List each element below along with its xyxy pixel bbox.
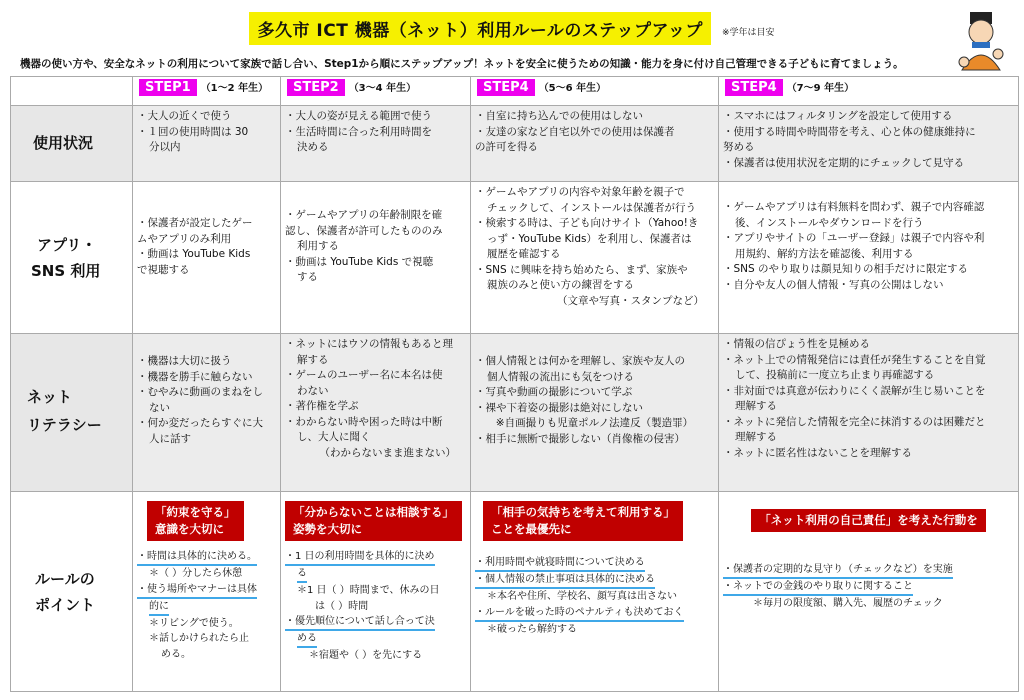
cell-line: チェックして、インストールは保護者が行う bbox=[487, 201, 696, 214]
cell-points-step4 bbox=[719, 492, 1019, 692]
cell-line: （文章や写真・スタンプなど） bbox=[557, 294, 704, 307]
step-pill: STEP2 bbox=[287, 79, 345, 96]
cell-line: ・SNS のやり取りは顔見知りの相手だけに限定する bbox=[723, 263, 969, 275]
cell-line: 解する bbox=[297, 353, 329, 366]
cell-line: ・機器を勝手に触らない bbox=[137, 370, 253, 383]
cell-line: ・ネットにはウソの情報もあると理 bbox=[285, 338, 453, 350]
cell-line: る bbox=[297, 566, 307, 583]
cell-points-step3 bbox=[471, 492, 719, 692]
cell-line: ・保護者が設定したゲー bbox=[137, 217, 253, 229]
cell-apps-step3 bbox=[471, 182, 719, 334]
cell-line: ＊毎月の限度額、購入先、履歴のチェック bbox=[753, 598, 943, 609]
point-heading bbox=[285, 501, 462, 541]
cell-line: ＊話しかけられたら止 bbox=[149, 633, 249, 644]
cell-line: ・生活時間に合った利用時間を bbox=[285, 125, 432, 138]
row-label-text: アプリ・ bbox=[37, 236, 97, 254]
row-label-text: 使用状況 bbox=[33, 134, 94, 152]
heading-line: 「約束を守る」 bbox=[155, 505, 236, 519]
cell-line: ・ゲームやアプリの年齢制限を確 bbox=[285, 209, 443, 221]
row-label-text: SNS 利用 bbox=[31, 262, 101, 280]
row-points bbox=[11, 492, 1019, 692]
cell-line: ・1 日の利用時間を具体的に決め bbox=[285, 549, 435, 566]
cell-line: ・著作権を学ぶ bbox=[285, 400, 359, 412]
cell-line: ・保護者の定期的な見守り（チェックなど）を実施 bbox=[723, 562, 953, 579]
cell-line: 認し、保護者が許可したもののみ bbox=[285, 224, 443, 237]
cell-line: 用規約、解約方法を確認後、利用する bbox=[735, 247, 914, 260]
cell-line: 個人情報の流出にも気をつける bbox=[487, 370, 634, 383]
cell-line: ・ネットでの金銭のやり取りに関すること bbox=[723, 579, 913, 596]
header-step-3 bbox=[471, 77, 719, 106]
cell-line: （わからないまま進まない） bbox=[319, 446, 456, 459]
header-step-1 bbox=[133, 77, 281, 106]
cell-line: ・大人の姿が見える範囲で使う bbox=[285, 110, 432, 122]
point-heading bbox=[147, 501, 244, 541]
cell-line: ・ゲームやアプリは有料無料を問わず、親子で内容確認 bbox=[723, 201, 985, 213]
row-label-usage bbox=[11, 106, 133, 182]
header-step-2 bbox=[281, 77, 471, 106]
cell-line: 親族のみと使い方の練習をする bbox=[487, 279, 634, 291]
cell-points-step1 bbox=[133, 492, 281, 692]
title-area bbox=[0, 12, 1024, 45]
cell-line: ・大人の近くで使う bbox=[137, 110, 232, 122]
heading-line: ことを最優先に bbox=[491, 522, 572, 536]
step-pill: STEP4 bbox=[477, 79, 535, 96]
cell-line: ・むやみに動画のまねをし bbox=[137, 386, 263, 398]
point-heading bbox=[483, 501, 683, 541]
cell-line: 理解する bbox=[735, 431, 777, 443]
page-subtitle: 機器の使い方や、安全なネットの利用について家族で話し合い、Step1から順にステップアップ！ネットを安全に使うための知識・能力を身に付け自己管理できる子どもに育てましょう。 bbox=[20, 58, 904, 70]
cell-line: の許可を得る bbox=[475, 141, 538, 153]
cell-line: ・ゲームのユーザー名に本名は使 bbox=[285, 369, 443, 381]
cell-line: ・アプリやサイトの「ユーザー登録」は親子で内容や利 bbox=[723, 232, 985, 244]
cell-apps-step2 bbox=[281, 182, 471, 334]
cell-line: ・個人情報とは何かを理解し、家族や友人の bbox=[475, 355, 685, 367]
cell-line: ＊本名や住所、学校名、顔写真は出さない bbox=[487, 591, 677, 602]
step-grade: （1～2 年生） bbox=[200, 83, 269, 94]
cell-line: ・何か変だったらすぐに大 bbox=[137, 417, 263, 429]
cell-line: ※自画撮りも児童ポルノ法違反（製造罪） bbox=[495, 417, 694, 429]
cell-line: ・わからない時や困った時は中断 bbox=[285, 415, 443, 428]
step-grade: （3～4 年生） bbox=[348, 83, 417, 94]
cell-line: ・非対面では真意が伝わりにくく誤解が生じ易いことを bbox=[723, 384, 986, 397]
cell-line: ＊1 日（ ）時間まで、休みの日 bbox=[297, 585, 440, 596]
cell-line: ・使用する時間や時間帯を考え、心と体の健康維持に bbox=[723, 125, 976, 138]
cell-line: める。 bbox=[161, 648, 191, 660]
cell-line: ムやアプリのみ利用 bbox=[137, 232, 232, 245]
cell-line: ・相手に無断で撮影しない（肖像権の侵害） bbox=[475, 432, 685, 445]
cell-points-step2 bbox=[281, 492, 471, 692]
cell-literacy-step1 bbox=[133, 334, 281, 492]
cell-line: で視聴する bbox=[137, 263, 190, 276]
row-label-points bbox=[11, 492, 133, 692]
point-heading bbox=[751, 509, 986, 532]
cell-line: 理解する bbox=[735, 400, 777, 412]
cell-line: ・利用時間や就寝時間について決める bbox=[475, 555, 645, 572]
cell-line: は（ ）時間 bbox=[315, 600, 369, 612]
cell-line: ・ネット上での情報発信には責任が発生することを自覚 bbox=[723, 353, 986, 366]
cell-line: ・動画は YouTube Kids bbox=[137, 248, 251, 260]
cell-line: ・個人情報の禁止事項は具体的に決める bbox=[475, 572, 655, 589]
cell-line: 努める bbox=[723, 141, 755, 153]
cell-line: ＊（ ）分したら休憩 bbox=[149, 568, 243, 579]
cell-line: ・ネットに発信した情報を完全に抹消するのは困難だと bbox=[723, 415, 986, 428]
cell-apps-step4 bbox=[719, 182, 1019, 334]
step-pill: STEP1 bbox=[139, 79, 197, 96]
cell-line: ・優先順位について話し合って決 bbox=[285, 614, 435, 631]
cell-line: ・情報の信ぴょう性を見極める bbox=[723, 338, 870, 350]
row-label-text: ネット bbox=[27, 388, 73, 406]
cell-line: ・１回の使用時間は 30 bbox=[137, 125, 249, 138]
cell-line: 分以内 bbox=[149, 141, 181, 153]
cell-line: ＊宿題や（ ）を先にする bbox=[309, 650, 423, 661]
cell-line: ・友達の家など自宅以外での使用は保護者 bbox=[475, 125, 675, 138]
header-step-4 bbox=[719, 77, 1019, 106]
cell-line: っず・YouTube Kids）を利用し、保護者は bbox=[487, 232, 692, 245]
cell-literacy-step2 bbox=[281, 334, 471, 492]
cell-line: ・裸や下着姿の撮影は絶対にしない bbox=[475, 401, 643, 414]
step-pill: STEP4 bbox=[725, 79, 783, 96]
cell-line: ・写真や動画の撮影について学ぶ bbox=[475, 386, 633, 398]
cell-line: 的に bbox=[149, 599, 169, 616]
row-literacy bbox=[11, 334, 1019, 492]
cell-line: わない bbox=[297, 384, 329, 397]
cell-line: ・ネットに匿名性はないことを理解する bbox=[723, 446, 912, 459]
mascot-figure-top bbox=[952, 10, 1010, 76]
cell-line: 決める bbox=[297, 141, 329, 153]
cell-usage-step4 bbox=[719, 106, 1019, 182]
cell-usage-step3 bbox=[471, 106, 719, 182]
page-title: 多久市 ICT 機器（ネット）利用ルールのステップアップ bbox=[249, 12, 710, 45]
cell-line: 人に話す bbox=[149, 432, 191, 445]
cell-line: ＊破ったら解約する bbox=[487, 623, 577, 635]
heading-line: 「相手の気持ちを考えて利用する」 bbox=[491, 505, 675, 519]
cell-line: ・自分や友人の個人情報・写真の公開はしない bbox=[723, 278, 944, 291]
cell-line: ない bbox=[149, 401, 170, 414]
cell-line: ・ゲームやアプリの内容や対象年齢を親子で bbox=[475, 186, 685, 198]
heading-line: 「ネット利用の自己責任」を考えた行動を bbox=[759, 513, 978, 527]
rules-table bbox=[10, 76, 1019, 692]
cell-line: ・動画は YouTube Kids で視聴 bbox=[285, 255, 434, 268]
cell-line: 後、インストールやダウンロードを行う bbox=[735, 216, 924, 229]
row-apps bbox=[11, 182, 1019, 334]
header-blank bbox=[11, 77, 133, 106]
cell-usage-step2 bbox=[281, 106, 471, 182]
row-label-text: ルールの bbox=[35, 570, 95, 588]
cell-line: 履歴を確認する bbox=[487, 248, 561, 260]
cell-line: ・保護者は使用状況を定期的にチェックして見守る bbox=[723, 156, 965, 169]
cell-apps-step1 bbox=[133, 182, 281, 334]
row-label-text: ポイント bbox=[35, 596, 96, 614]
cell-line: ＊リビングで使う。 bbox=[149, 617, 239, 629]
header-row bbox=[11, 77, 1019, 106]
cell-line: ・時間は具体的に決める。 bbox=[137, 549, 257, 566]
cell-line: ・ルールを破った時のペナルティも決めておく bbox=[475, 605, 684, 622]
cell-line: ・使う場所やマナーは具体 bbox=[137, 582, 257, 599]
heading-line: 「分からないことは相談する」 bbox=[293, 505, 454, 519]
title-note: ※学年は目安 bbox=[721, 28, 775, 38]
cell-line: し、大人に聞く bbox=[297, 431, 371, 443]
step-grade: （7～9 年生） bbox=[786, 83, 855, 94]
cell-line: ・自室に持ち込んでの使用はしない bbox=[475, 110, 643, 122]
heading-line: 姿勢を大切に bbox=[293, 522, 362, 536]
cell-line: 利用する bbox=[297, 240, 339, 252]
cell-line: ・SNS に興味を持ち始めたら、まず、家族や bbox=[475, 263, 688, 276]
row-label-apps bbox=[11, 182, 133, 334]
cell-line: ・スマホにはフィルタリングを設定して使用する bbox=[723, 110, 953, 122]
cell-line: める bbox=[297, 631, 317, 648]
cell-line: して、投稿前に一度立ち止まり再確認する bbox=[735, 369, 935, 381]
cell-line: する bbox=[297, 271, 318, 283]
cell-line: ・機器は大切に扱う bbox=[137, 355, 232, 367]
cell-usage-step1 bbox=[133, 106, 281, 182]
step-grade: （5～6 年生） bbox=[538, 83, 607, 94]
row-usage bbox=[11, 106, 1019, 182]
row-label-text: リテラシー bbox=[27, 416, 102, 434]
cell-literacy-step3 bbox=[471, 334, 719, 492]
cell-line: ・検索する時は、子ども向けサイト（Yahoo!き bbox=[475, 217, 699, 229]
row-label-literacy bbox=[11, 334, 133, 492]
heading-line: 意識を大切に bbox=[155, 522, 224, 536]
cell-literacy-step4 bbox=[719, 334, 1019, 492]
